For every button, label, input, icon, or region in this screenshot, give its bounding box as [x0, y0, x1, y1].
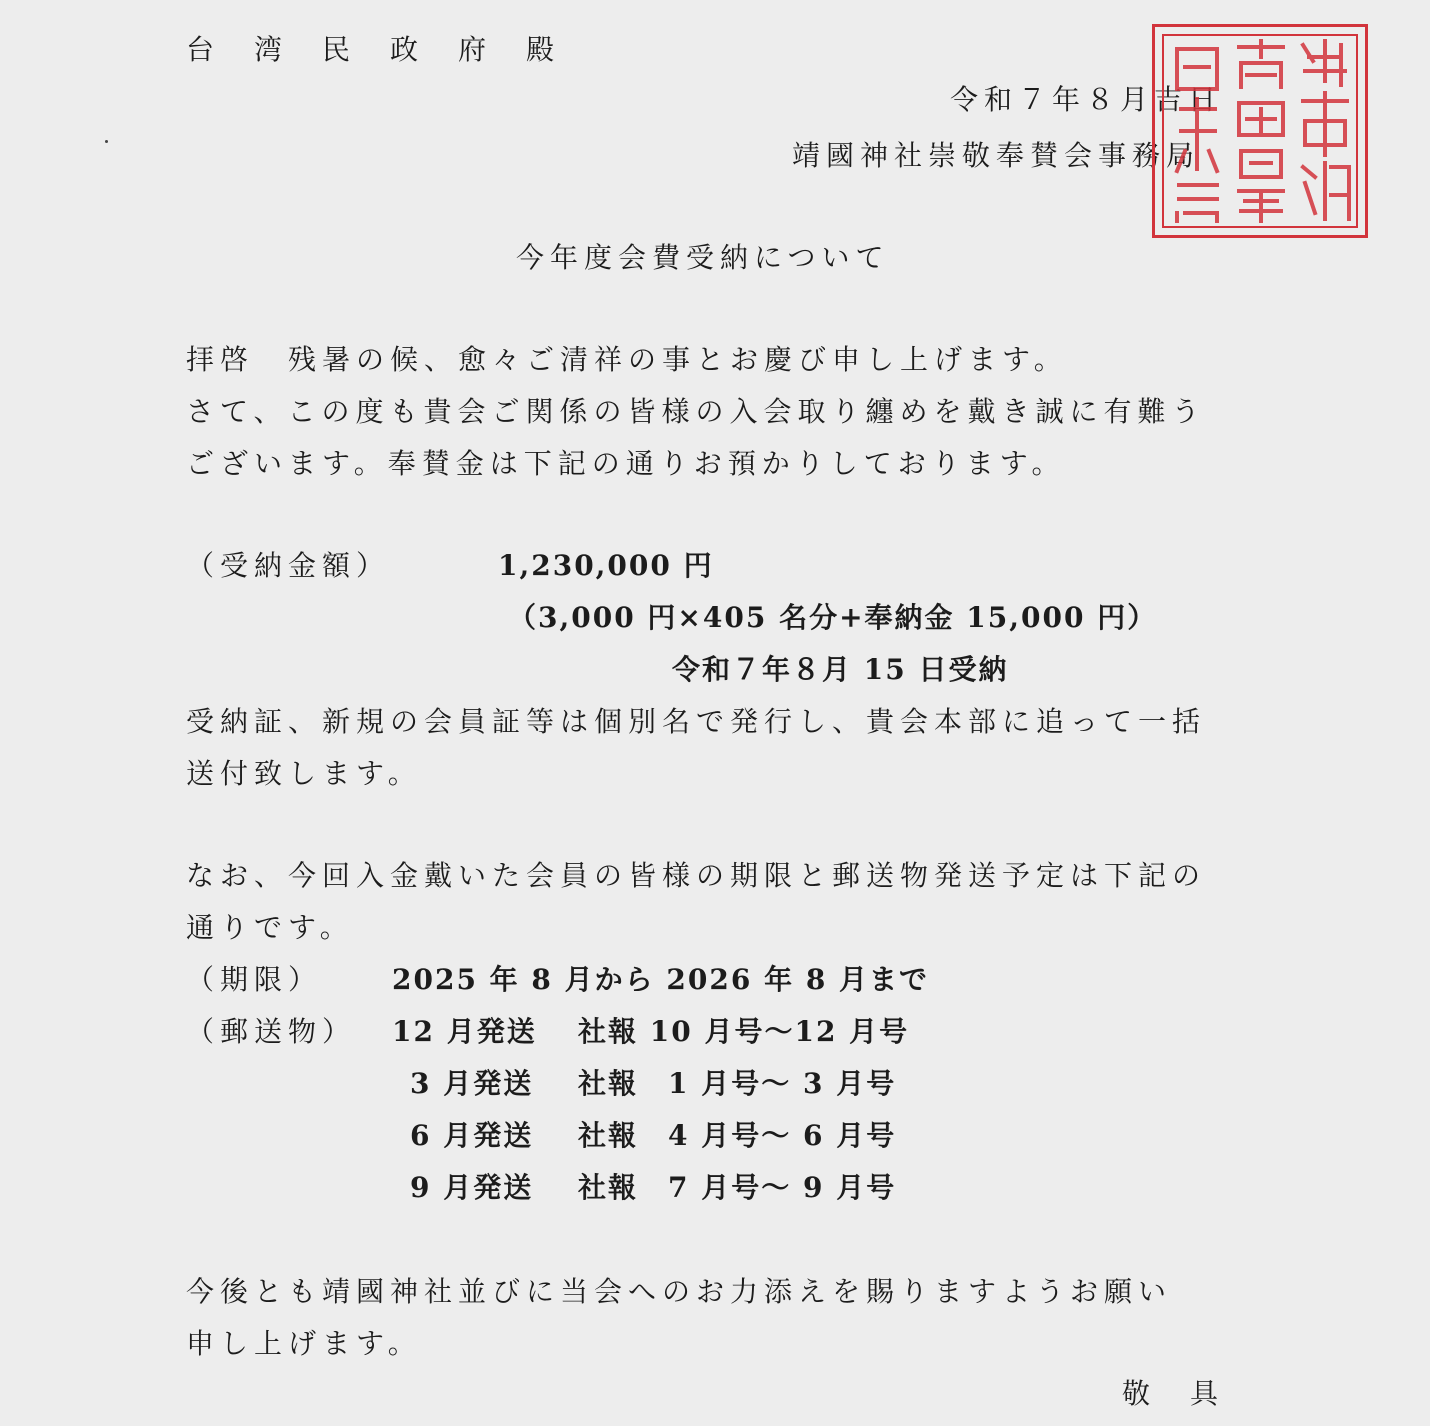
receipt-breakdown: （3,000 円×405 名分+奉納金 15,000 円） — [508, 601, 1158, 634]
sender-office: 靖國神社崇敬奉賛会事務局 — [792, 139, 1201, 172]
seal-glyphs — [1155, 27, 1365, 235]
notice-line-2: 送付致します。 — [186, 757, 422, 790]
mail-content: 社報 4 月号～ 6 月号 — [578, 1119, 897, 1152]
mail-content: 社報 7 月号～ 9 月号 — [578, 1171, 897, 1204]
official-seal-stamp — [1152, 24, 1368, 238]
closing-line-2: 申し上げます。 — [186, 1327, 422, 1360]
schedule-intro-line-2: 通りです。 — [186, 911, 354, 944]
addressee: 台 湾 民 政 府 殿 — [186, 33, 561, 66]
mail-content: 社報 1 月号～ 3 月号 — [578, 1067, 897, 1100]
receipt-amount: 1,230,000 円 — [498, 549, 714, 582]
letter-date: 令和７年８月吉日 — [950, 83, 1223, 116]
mail-send-month: 9 月発送 — [410, 1171, 534, 1204]
scan-speck — [105, 140, 108, 143]
mail-content: 社報 10 月号～12 月号 — [578, 1015, 910, 1048]
receipt-date: 令和７年８月 15 日受納 — [672, 653, 1009, 686]
intro-line-1: 拝啓 残暑の候、愈々ご清祥の事とお慶び申し上げます。 — [186, 343, 1068, 376]
period-label: （期限） — [186, 963, 323, 996]
mail-send-month: 6 月発送 — [410, 1119, 534, 1152]
closing-line-1: 今後とも靖國神社並びに当会へのお力添えを賜りますようお願い — [186, 1275, 1173, 1308]
sign-off: 敬 具 — [1122, 1377, 1225, 1410]
schedule-intro-line-1: なお、今回入金戴いた会員の皆様の期限と郵送物発送予定は下記の — [186, 859, 1207, 892]
mail-label: （郵送物） — [186, 1015, 357, 1048]
period-value: 2025 年 8 月から 2026 年 8 月まで — [392, 963, 930, 996]
intro-line-3: ございます。奉賛金は下記の通りお預かりしております。 — [186, 447, 1066, 480]
subject-title: 今年度会費受納について — [516, 241, 890, 274]
notice-line-1: 受納証、新規の会員証等は個別名で発行し、貴会本部に追って一括 — [186, 705, 1207, 738]
receipt-label: （受納金額） — [186, 549, 391, 582]
mail-send-month: 12 月発送 — [392, 1015, 537, 1048]
intro-line-2: さて、この度も貴会ご関係の皆様の入会取り纏めを戴き誠に有難う — [186, 395, 1206, 428]
mail-send-month: 3 月発送 — [410, 1067, 534, 1100]
